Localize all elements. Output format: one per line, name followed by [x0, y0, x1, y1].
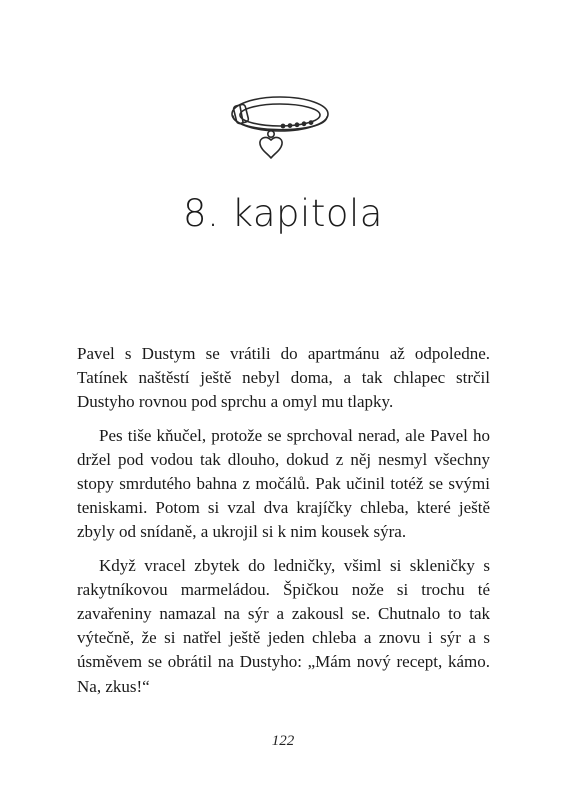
page-number: 122: [271, 733, 295, 749]
paragraph: Když vracel zbytek do ledničky, všiml si skleničky s rakytníkovou marmeládou. Špičkou nože si trochu té zavařeniny namazal na sýr a zakousl se. Chutnalo to tak výtečně, že si natřel ještě jeden chleba a znovu i sýr a s úsměvem se obrátil na Dustyho: „Mám nový recept, kámo. Na, zkus!“: [77, 555, 490, 696]
paragraph: Pavel s Dustym se vrátili do apartmánu až odpoledne. Tatínek naštěstí ještě nebyl doma, a tak chlapec strčil Dustyho rovnou pod sprchu a omyl mu tlapky.: [77, 344, 490, 412]
paragraph: Pes tiše kňučel, protože se sprchoval nerad, ale Pavel ho držel pod vodou tak dlouho, dokud z něj nesmyl všechny stopy smrdutého bahna z močálů. Pak učinil totéž se svými teniskami. Potom si vzal dva krajíčky chleba, které ještě zbyly od snídaně, a ukrojil si k nim kousek sýra.: [77, 425, 490, 542]
dog-collar-with-heart-tag-icon: [227, 90, 337, 172]
chapter-title: 8. kapitola: [183, 192, 383, 235]
body-text: [77, 342, 490, 708]
